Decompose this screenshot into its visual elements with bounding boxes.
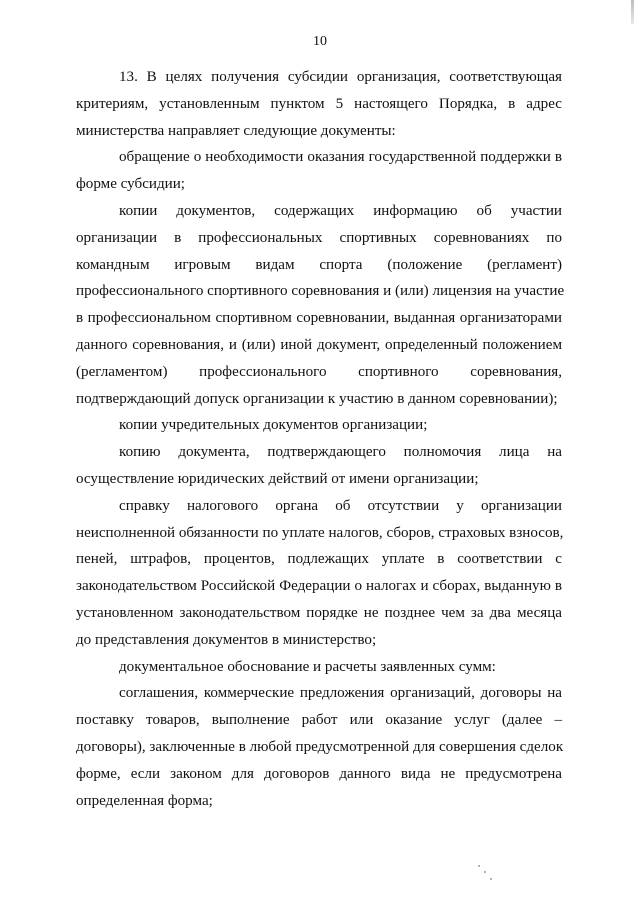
paragraph-line: определенная форма; (76, 792, 213, 809)
paragraph (76, 64, 562, 144)
paragraph-line: профессионального спортивного соревнования и (или) лицензия на участие (76, 283, 565, 300)
scan-edge-mark (631, 0, 634, 24)
paragraph-line: копии документов, содержащих информацию об участии (119, 202, 562, 219)
paragraph-line: соглашения, коммерческие предложения организаций, договоры на (119, 685, 562, 702)
paragraph-line: министерства направляет следующие документы: (76, 122, 396, 139)
paragraph-line: форме субсидии; (76, 176, 186, 193)
page-number: 10 (313, 34, 327, 49)
paragraph-line: установленном законодательством порядке не позднее чем за два месяца (76, 604, 562, 621)
paragraph-line: осуществление юридических действий от имени организации; (76, 470, 479, 487)
paragraph-line: до представления документов в министерство; (76, 631, 377, 648)
paragraph-line: в профессиональном спортивном соревновании, выданная организаторами (76, 310, 562, 327)
paragraph-line: документальное обоснование и расчеты заявленных сумм: (119, 658, 496, 675)
paragraph-line: неисполненной обязанности по уплате налогов, сборов, страховых взносов, (76, 524, 564, 541)
paragraph (76, 680, 562, 814)
paragraph (76, 439, 562, 493)
paragraph-line: организации в профессиональных спортивных соревнованиях по (76, 229, 562, 246)
scan-speck (478, 865, 480, 867)
scan-speck (490, 878, 492, 880)
paragraph (76, 654, 562, 681)
paragraph (76, 493, 562, 654)
paragraph-line: законодательством Российской Федерации о налогах и сборах, выданную в (76, 578, 562, 595)
paragraph-line: пеней, штрафов, процентов, подлежащих уплате в соответствии с (76, 551, 562, 568)
paragraph-line: подтверждающий допуск организации к участию в данном соревновании); (76, 390, 558, 407)
paragraph-line: 13. В целях получения субсидии организация, соответствующая (119, 69, 562, 85)
paragraph-line: копию документа, подтверждающего полномочия лица на (119, 444, 562, 461)
paragraph-line: обращение о необходимости оказания государственной поддержки в (119, 149, 562, 166)
paragraph-line: данного соревнования, и (или) иной документ, определенный положением (76, 336, 562, 353)
paragraph-line: критериям, установленным пунктом 5 настоящего Порядка, в адрес (76, 95, 562, 112)
paragraph-line: (регламентом) профессионального спортивного соревнования, (76, 363, 562, 380)
paragraph-line: копии учредительных документов организации; (119, 417, 428, 434)
document-body (76, 64, 565, 814)
paragraph-line: командным игровым видам спорта (положение (регламент) (76, 256, 562, 273)
scan-speck (484, 871, 486, 873)
paragraph-line: поставку товаров, выполнение работ или оказание услуг (далее – (76, 712, 562, 729)
paragraph-line: справку налогового органа об отсутствии у организации (119, 497, 562, 514)
paragraph (76, 198, 565, 412)
paragraph (76, 412, 562, 439)
paragraph-line: договоры), заключенные в любой предусмотренной для совершения сделок (76, 738, 564, 755)
paragraph (76, 144, 562, 198)
paragraph-line: форме, если законом для договоров данного вида не предусмотрена (76, 765, 562, 782)
